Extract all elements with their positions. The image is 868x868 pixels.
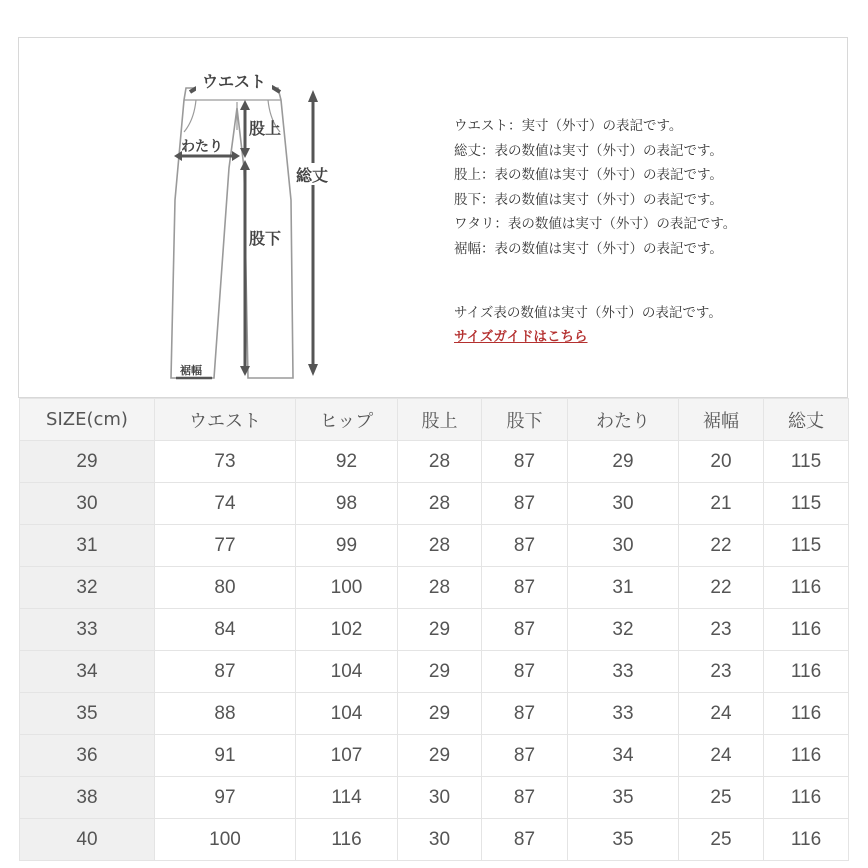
table-cell: 84 — [155, 609, 296, 651]
table-cell: 87 — [482, 693, 568, 735]
header-hip: ヒップ — [296, 399, 398, 441]
table-cell: 99 — [296, 525, 398, 567]
table-cell: 116 — [764, 693, 849, 735]
table-cell: 87 — [482, 651, 568, 693]
table-cell: 100 — [296, 567, 398, 609]
table-cell: 31 — [568, 567, 679, 609]
total-length-arrow — [308, 90, 318, 376]
note-line: ウエスト：実寸（外寸）の表記です。 — [454, 118, 683, 134]
header-size: SIZE(cm) — [20, 399, 155, 441]
table-row — [20, 609, 849, 651]
table-cell: 29 — [568, 441, 679, 483]
table-cell: 23 — [679, 609, 764, 651]
table-cell: 35 — [568, 819, 679, 861]
table-cell: 77 — [155, 525, 296, 567]
table-cell: 92 — [296, 441, 398, 483]
table-cell: 104 — [296, 651, 398, 693]
table-cell: 30 — [568, 525, 679, 567]
table-cell: 74 — [155, 483, 296, 525]
size-table-note: サイズ表の数値は実寸（外寸）の表記です。 — [454, 304, 722, 321]
table-row — [20, 483, 849, 525]
size-guide-link[interactable]: サイズガイドはこちら — [454, 329, 588, 346]
table-cell: 29 — [398, 651, 482, 693]
table-cell: 116 — [764, 819, 849, 861]
table-cell: 30 — [568, 483, 679, 525]
table-cell: 87 — [482, 609, 568, 651]
inseam-label: 股下 — [249, 229, 282, 248]
table-cell: 88 — [155, 693, 296, 735]
table-header-row — [20, 399, 849, 441]
table-cell: 20 — [679, 441, 764, 483]
table-cell: 116 — [296, 819, 398, 861]
header-inseam: 股下 — [482, 399, 568, 441]
table-cell: 97 — [155, 777, 296, 819]
table-row — [20, 567, 849, 609]
table-cell: 116 — [764, 567, 849, 609]
table-cell: 87 — [482, 483, 568, 525]
table-cell: 87 — [155, 651, 296, 693]
table-row — [20, 693, 849, 735]
table-cell: 73 — [155, 441, 296, 483]
hem-label: 裾幅 — [180, 364, 202, 377]
size-cell: 33 — [20, 609, 155, 651]
size-table — [19, 398, 849, 861]
header-hem: 裾幅 — [679, 399, 764, 441]
table-row — [20, 819, 849, 861]
table-cell: 35 — [568, 777, 679, 819]
size-cell: 29 — [20, 441, 155, 483]
table-cell: 102 — [296, 609, 398, 651]
table-cell: 22 — [679, 567, 764, 609]
note-line: 総丈：表の数値は実寸（外寸）の表記です。 — [454, 142, 723, 159]
note-line: ワタリ：表の数値は実寸（外寸）の表記です。 — [454, 216, 737, 233]
size-cell: 30 — [20, 483, 155, 525]
inseam-arrow — [240, 160, 250, 376]
table-cell: 80 — [155, 567, 296, 609]
rise-label: 股上 — [249, 119, 282, 138]
table-row — [20, 441, 849, 483]
table-cell: 22 — [679, 525, 764, 567]
table-row — [20, 777, 849, 819]
table-cell: 98 — [296, 483, 398, 525]
table-cell: 116 — [764, 777, 849, 819]
size-cell: 31 — [20, 525, 155, 567]
table-cell: 28 — [398, 525, 482, 567]
table-cell: 34 — [568, 735, 679, 777]
size-cell: 35 — [20, 693, 155, 735]
size-cell: 40 — [20, 819, 155, 861]
table-cell: 116 — [764, 735, 849, 777]
table-cell: 29 — [398, 609, 482, 651]
table-cell: 91 — [155, 735, 296, 777]
table-cell: 32 — [568, 609, 679, 651]
table-cell: 29 — [398, 693, 482, 735]
table-cell: 115 — [764, 525, 849, 567]
thigh-label: わたり — [181, 139, 223, 155]
table-cell: 33 — [568, 651, 679, 693]
measurement-notes — [454, 114, 736, 350]
note-line: 裾幅：表の数値は実寸（外寸）の表記です。 — [454, 240, 723, 257]
table-cell: 21 — [679, 483, 764, 525]
pants-measurement-diagram — [0, 0, 868, 400]
table-cell: 87 — [482, 735, 568, 777]
size-cell: 38 — [20, 777, 155, 819]
waist-label: ウエスト — [201, 72, 267, 91]
size-cell: 34 — [20, 651, 155, 693]
table-cell: 29 — [398, 735, 482, 777]
table-cell: 23 — [679, 651, 764, 693]
header-thigh: わたり — [568, 399, 679, 441]
table-cell: 30 — [398, 819, 482, 861]
table-cell: 115 — [764, 441, 849, 483]
note-line: 股下：表の数値は実寸（外寸）の表記です。 — [454, 191, 723, 208]
table-cell: 87 — [482, 777, 568, 819]
note-line: 股上：表の数値は実寸（外寸）の表記です。 — [454, 167, 723, 184]
size-cell: 32 — [20, 567, 155, 609]
table-cell: 107 — [296, 735, 398, 777]
table-cell: 24 — [679, 735, 764, 777]
header-waist: ウエスト — [155, 399, 296, 441]
table-cell: 114 — [296, 777, 398, 819]
header-total-length: 総丈 — [764, 399, 849, 441]
table-row — [20, 525, 849, 567]
table-cell: 33 — [568, 693, 679, 735]
size-cell: 36 — [20, 735, 155, 777]
table-row — [20, 651, 849, 693]
header-rise: 股上 — [398, 399, 482, 441]
table-cell: 25 — [679, 819, 764, 861]
table-cell: 100 — [155, 819, 296, 861]
table-cell: 28 — [398, 483, 482, 525]
table-cell: 115 — [764, 483, 849, 525]
table-cell: 87 — [482, 567, 568, 609]
table-cell: 87 — [482, 441, 568, 483]
table-cell: 87 — [482, 525, 568, 567]
table-cell: 104 — [296, 693, 398, 735]
table-cell: 24 — [679, 693, 764, 735]
table-cell: 28 — [398, 567, 482, 609]
table-cell: 87 — [482, 819, 568, 861]
table-cell: 116 — [764, 609, 849, 651]
table-cell: 116 — [764, 651, 849, 693]
table-cell: 25 — [679, 777, 764, 819]
table-cell: 30 — [398, 777, 482, 819]
table-row — [20, 735, 849, 777]
total-length-label: 総丈 — [296, 166, 329, 185]
table-cell: 28 — [398, 441, 482, 483]
